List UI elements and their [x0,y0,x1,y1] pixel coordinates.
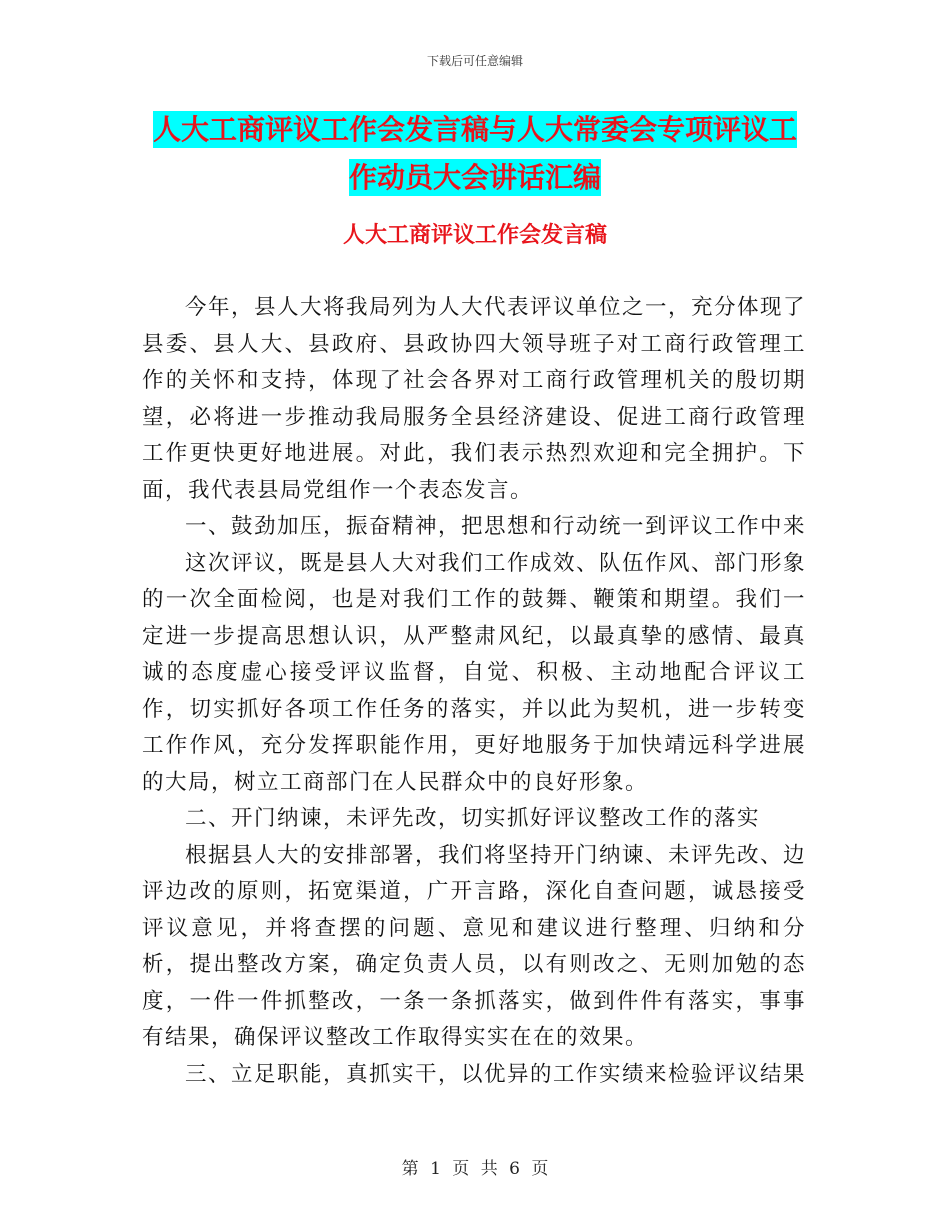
document-title [140,106,810,202]
paragraph-point-2: 根据县人大的安排部署，我们将坚持开门纳谏、未评先改、边评边改的原则，拓宽渠道，广开言路，深化自查问题，诚恳接受评议意见，并将查摆的问题、意见和建议进行整理、归纳和分析，提出整改方案，确定负责人员，以有则改之、无则加勉的态度，一件一件抓整改，一条一条抓落实，做到件件有落实，事事有结果，确保评议整改工作取得实实在在的效果。 [142,842,807,1050]
paragraph-intro: 今年，县人大将我局列为人大代表评议单位之一，充分体现了县委、县人大、县政府、县政协四大领导班子对工商行政管理工作的关怀和支持，体现了社会各界对工商行政管理机关的殷切期望，必将进一步推动我局服务全县经济建设、促进工商行政管理工作更快更好地进展。对此，我们表示热烈欢迎和完全拥护。下面，我代表县局党组作一个表态发言。 [142,295,807,503]
heading-point-3: 三、立足职能，真抓实干，以优异的工作实绩来检验评议结果 [185,1061,807,1087]
heading-point-2: 二、开门纳谏，未评先改，切实抓好评议整改工作的落实 [185,806,761,831]
header-note: 下载后可任意编辑 [426,54,523,68]
section-subtitle: 人大工商评议工作会发言稿 [342,222,607,248]
title-line-1: 人大工商评议工作会发言稿与人大常委会专项评议工 [152,113,797,146]
document-body [142,290,806,1093]
title-line-2: 作动员大会讲话汇编 [348,161,601,194]
page-footer: 第 1 页 共 6 页 [401,1159,549,1179]
paragraph-point-1: 这次评议，既是县人大对我们工作成效、队伍作风、部门形象的一次全面检阅，也是对我们工作的鼓舞、鞭策和期望。我们一定进一步提高思想认识，从严整肃风纪，以最真挚的感情、最真诚的态度虚心接受评议监督，自觉、积极、主动地配合评议工作，切实抓好各项工作任务的落实，并以此为契机，进一步转变工作作风，充分发挥职能作用，更好地服务于加快靖远科学进展的大局，树立工商部门在人民群众中的良好形象。 [142,550,807,795]
heading-point-1: 一、鼓劲加压，振奋精神，把思想和行动统一到评议工作中来 [185,514,807,539]
